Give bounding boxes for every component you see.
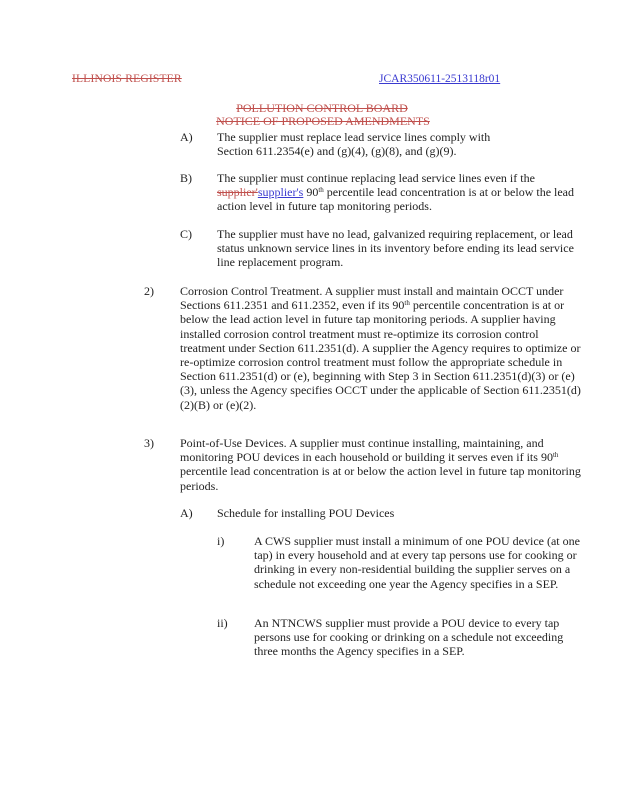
section-3-post: percentile lead concentration is at or below the action level in future tap monitoring periods. <box>180 464 581 493</box>
item-b-sup: th <box>318 186 324 195</box>
section-label-2: 2) <box>144 284 154 298</box>
item-text-c <box>217 227 582 270</box>
item-b-mid: 90 <box>303 185 319 200</box>
item-text-a <box>217 130 517 158</box>
item-b-pre: The supplier must continue replacing lead service lines even if the <box>217 171 535 185</box>
section-3-pre: Point-of-Use Devices. A supplier must continue installing, maintaining, and monitoring POU devices in each household or building it serves even if its 90 <box>180 436 553 465</box>
sub-text-a <box>217 506 557 520</box>
item-b-post: percentile lead concentration is at or below the lead action level in future tap monitoring periods. <box>217 185 575 214</box>
section-2-post: percentile concentration is at or below the lead action level in future tap monitoring periods. A supplier having installed corrosion control treatment must re-optimize its corrosion control treatment under Section 611.2351(d). A supplier the Agency requires to optimize or re-optimize corrosion control treatment must follow the appropriate schedule in Section 611.2351(d) or (e), beginning with Step 3 in Section 611.2351(d)(3) or (e)(3), unless the Agency specifies OCCT under the applicable of Section 611.2351(d)(2)(B) or (e)(2). <box>180 298 581 412</box>
notice-title: NOTICE OF PROPOSED AMENDMENTS <box>216 114 430 128</box>
item-c-text: The supplier must have no lead, galvanized requiring replacement, or lead status unknown service lines in its inventory before ending its lead service line replacement program. <box>217 227 574 270</box>
item-text-b <box>217 171 582 214</box>
sub-a-text: Schedule for installing POU Devices <box>217 506 395 520</box>
roman-text-i <box>254 534 580 591</box>
register-title: ILLINOIS REGISTER <box>72 73 182 85</box>
roman-ii-text: An NTNCWS supplier must provide a POU device to every tap persons use for cooking or drinking on a schedule not exceeding three months the Agency specifies in a SEP. <box>254 616 564 659</box>
sub-label-a: A) <box>180 506 193 520</box>
deleted-text: supplier' <box>217 185 258 200</box>
item-label-c: C) <box>180 227 192 241</box>
roman-label-i: i) <box>217 534 225 548</box>
section-2-pre: Corrosion Control Treatment. A supplier must install and maintain OCCT under Sections 611.2351 and 611.2352, even if its 90 <box>180 284 564 313</box>
section-text-3 <box>180 436 582 493</box>
item-label-b: B) <box>180 171 192 185</box>
document-id: JCAR350611-2513118r01 <box>379 73 501 85</box>
inserted-text: supplier's <box>257 185 304 200</box>
section-label-3: 3) <box>144 436 154 450</box>
item-label-a: A) <box>180 130 193 144</box>
roman-i-text: A CWS supplier must install a minimum of one POU device (at one tap) in every household and at every tap persons use for cooking or drinking in every non-residential building the supplier serves on a schedule not exceeding one year the Agency specifies in a SEP. <box>254 534 580 591</box>
item-a-text: The supplier must replace lead service lines comply with Section 611.2354(e) and (g)(4), (g)(8), and (g)(9). <box>217 130 491 159</box>
section-2-sup: th <box>404 299 410 308</box>
roman-text-ii <box>254 616 580 659</box>
section-text-2 <box>180 284 582 412</box>
roman-label-ii: ii) <box>217 616 228 630</box>
section-3-sup: th <box>552 451 559 460</box>
agency-name: POLLUTION CONTROL BOARD <box>236 101 408 115</box>
